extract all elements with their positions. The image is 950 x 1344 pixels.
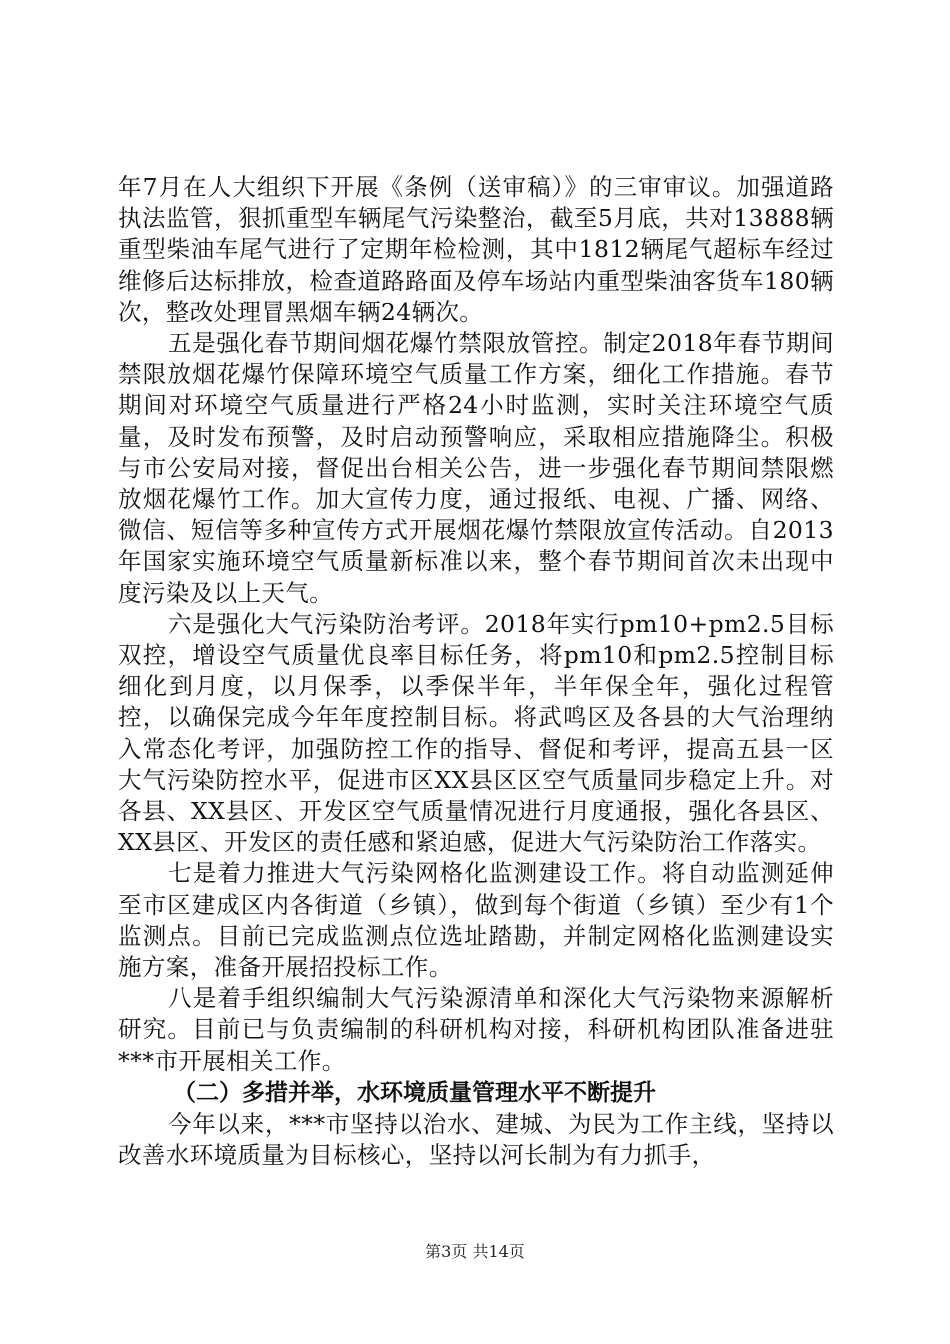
section-heading: （二）多措并举，水环境质量管理水平不断提升 xyxy=(173,1079,656,1106)
paragraph-item-seven: 七是着力推进大气污染网格化监测建设工作。将自动监测延伸至市区建成区内各街道（乡镇），做到每个街道（乡镇）至少有1个监测点。目前已完成监测点位选址踏勘，并制定网格化监测建设实施方案，准备开展招投标工作。 xyxy=(118,859,834,982)
document-body xyxy=(118,172,834,1171)
paragraph-section-intro: 今年以来，***市坚持以治水、建城、为民为工作主线，坚持以改善水环境质量为目标核心，坚持以河长制为有力抓手， xyxy=(118,1109,834,1170)
paragraph-item-six: 六是强化大气污染防治考评。2018年实行pm10+pm2.5目标双控，增设空气质量优良率目标任务，将pm10和pm2.5控制目标细化到月度，以月保季，以季保半年，半年保全年，强化过程管控，以确保完成今年年度控制目标。将武鸣区及各县的大气治理纳入常态化考评，加强防控工作的指导、督促和考评，提高五县一区大气污染防控水平，促进市区XX县区区空气质量同步稳定上升。对各县、XX县区、开发区空气质量情况进行月度通报，强化各县区、XX县区、开发区的责任感和紧迫感，促进大气污染防治工作落实。 xyxy=(118,609,834,857)
page-footer: 第3页 共14页 xyxy=(425,1242,525,1261)
paragraph-continued: 年7月在人大组织下开展《条例（送审稿）》的三审审议。加强道路执法监管，狠抓重型车辆尾气污染整治，截至5月底，共对13888辆重型柴油车尾气进行了定期年检检测，其中1812辆尾气超标车经过维修后达标排放，检查道路路面及停车场站内重型柴油客货车180辆次，整改处理冒黑烟车辆24辆次。 xyxy=(118,173,834,326)
paragraph-item-eight: 八是着手组织编制大气污染源清单和深化大气污染物来源解析研究。目前已与负责编制的科研机构对接，科研机构团队准备进驻***市开展相关工作。 xyxy=(118,984,834,1075)
paragraph-item-five: 五是强化春节期间烟花爆竹禁限放管控。制定2018年春节期间禁限放烟花爆竹保障环境空气质量工作方案，细化工作措施。春节期间对环境空气质量进行严格24小时监测，实时关注环境空气质量，及时发布预警，及时启动预警响应，采取相应措施降尘。积极与市公安局对接，督促出台相关公告，进一步强化春节期间禁限燃放烟花爆竹工作。加大宣传力度，通过报纸、电视、广播、网络、微信、短信等多种宣传方式开展烟花爆竹禁限放宣传活动。自2013年国家实施环境空气质量新标准以来，整个春节期间首次未出现中度污染及以上天气。 xyxy=(118,329,834,607)
